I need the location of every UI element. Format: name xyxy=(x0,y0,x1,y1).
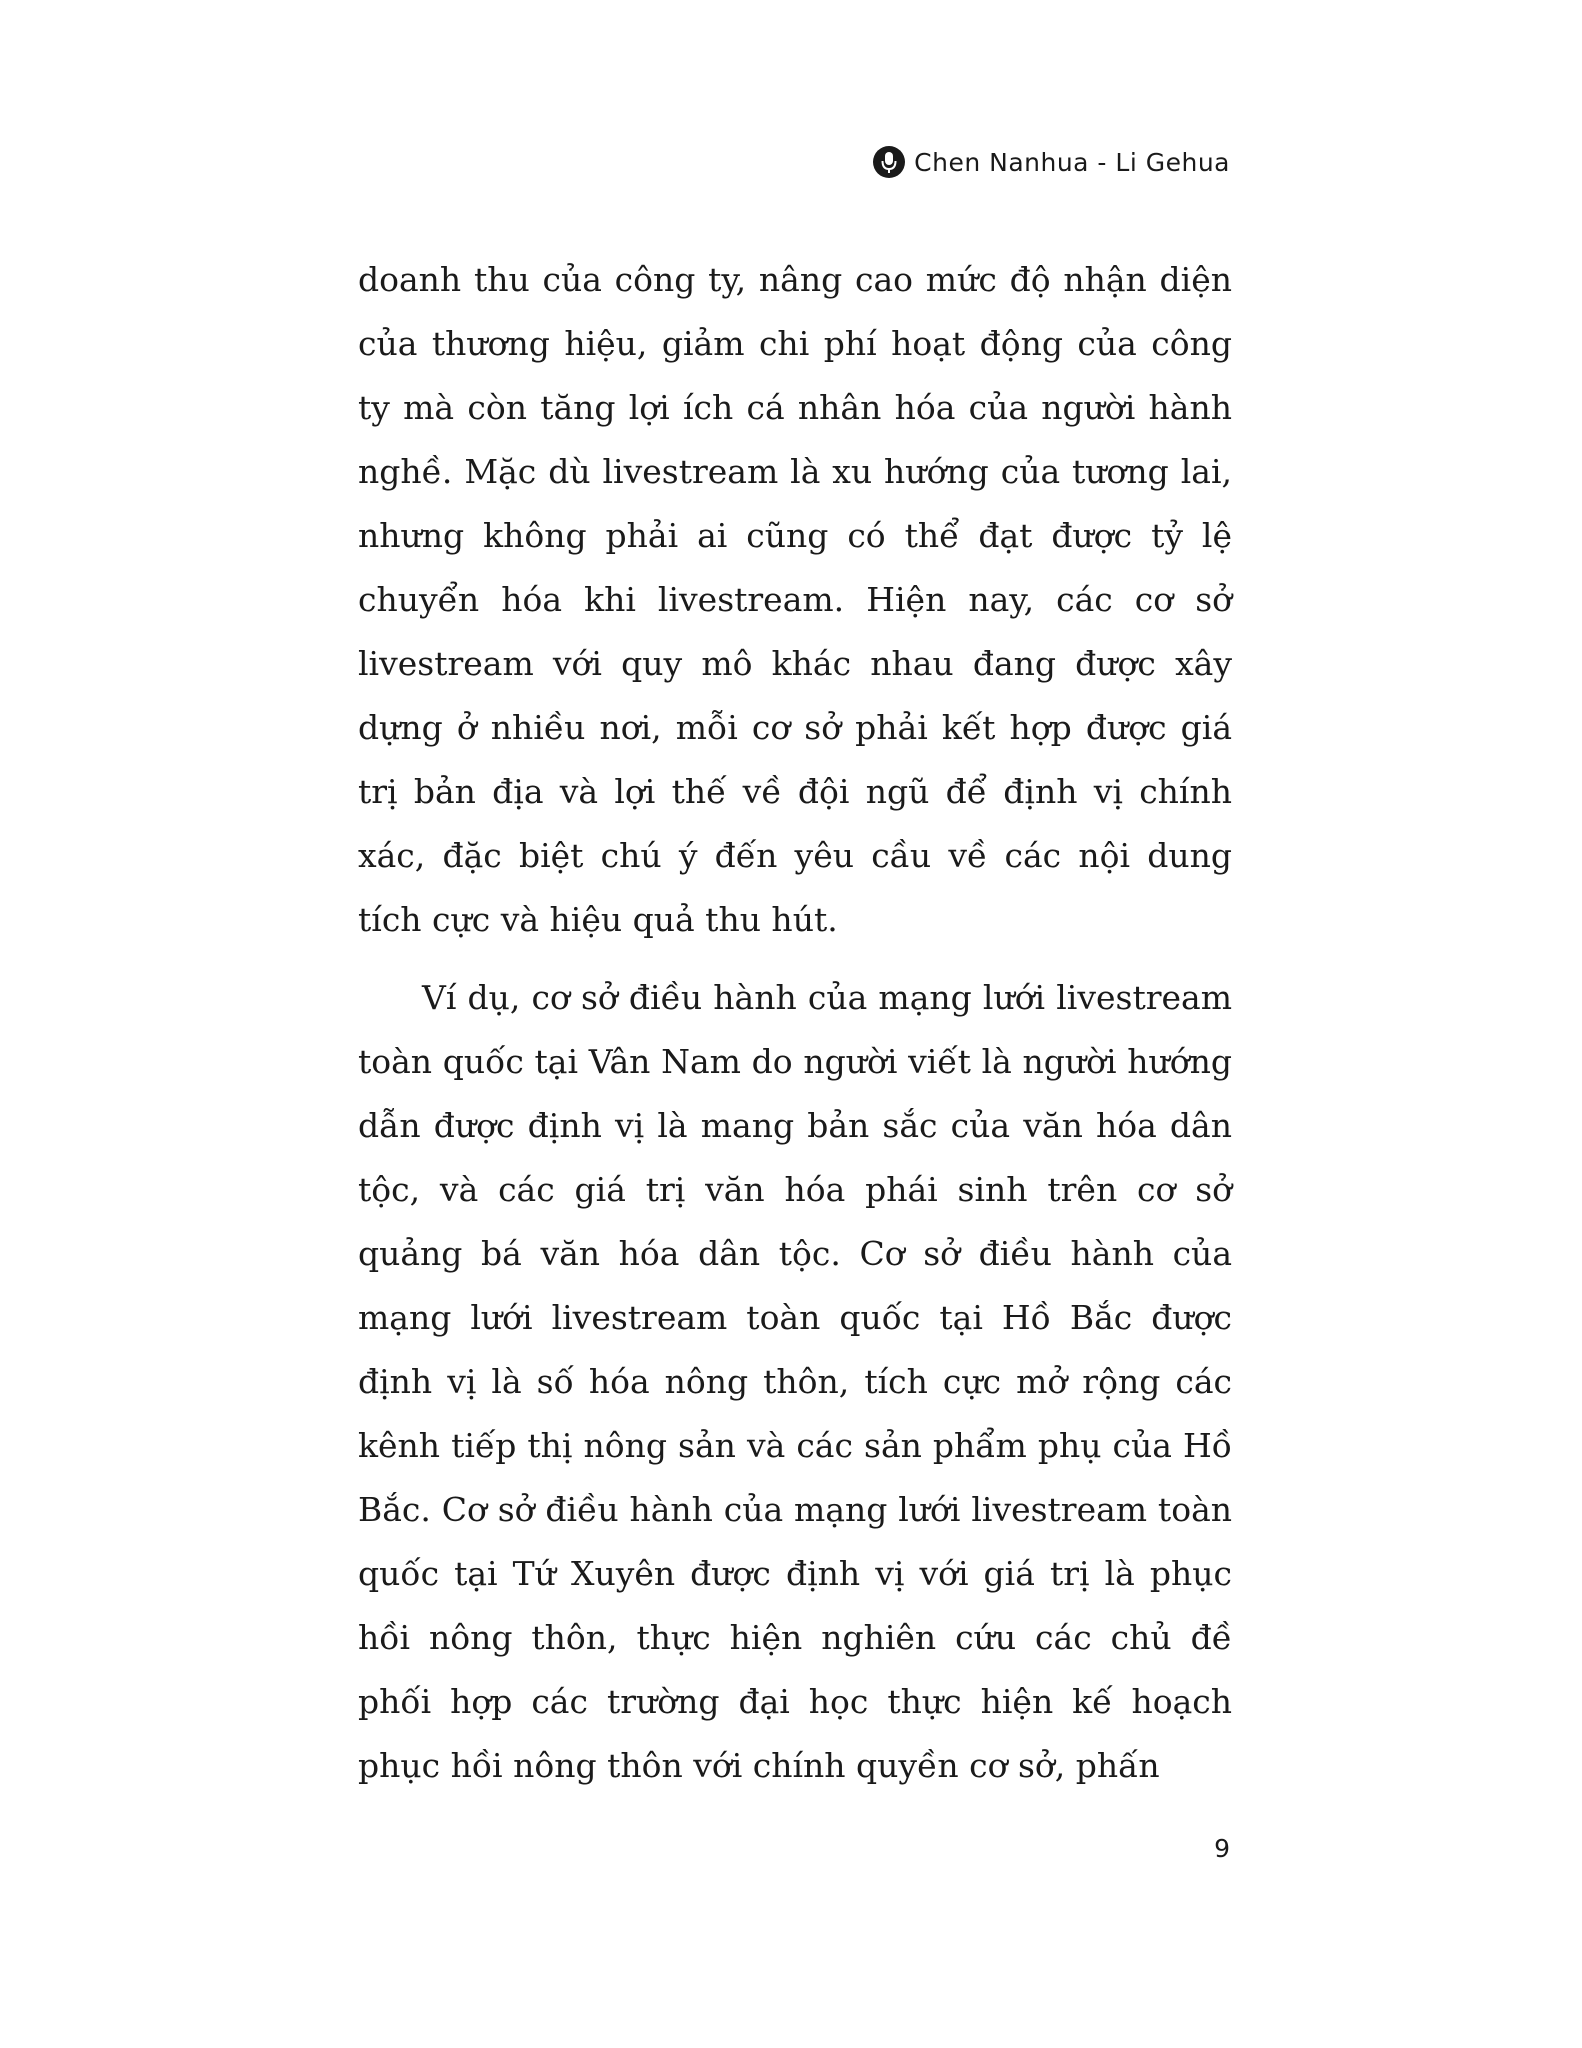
paragraph-1: doanh thu của công ty, nâng cao mức độ nhận diện của thương hiệu, giảm chi phí hoạt động của công ty mà còn tăng lợi ích cá nhân hóa của người hành nghề. Mặc dù livestream là xu hướng của tương lai, nhưng không phải ai cũng có thể đạt được tỷ lệ chuyển hóa khi livestream. Hiện nay, các cơ sở livestream với quy mô khác nhau đang được xây dựng ở nhiều nơi, mỗi cơ sở phải kết hợp được giá trị bản địa và lợi thế về đội ngũ để định vị chính xác, đặc biệt chú ý đến yêu cầu về các nội dung tích cực và hiệu quả thu hút. xyxy=(358,260,1232,939)
microphone-icon xyxy=(872,145,906,179)
body-text xyxy=(358,248,1232,1798)
running-header xyxy=(872,145,1230,179)
page-number: 9 xyxy=(1214,1834,1230,1863)
header-authors: Chen Nanhua - Li Gehua xyxy=(914,147,1230,177)
paragraph-2: Ví dụ, cơ sở điều hành của mạng lưới livestream toàn quốc tại Vân Nam do người viết là người hướng dẫn được định vị là mang bản sắc của văn hóa dân tộc, và các giá trị văn hóa phái sinh trên cơ sở quảng bá văn hóa dân tộc. Cơ sở điều hành của mạng lưới livestream toàn quốc tại Hồ Bắc được định vị là số hóa nông thôn, tích cực mở rộng các kênh tiếp thị nông sản và các sản phẩm phụ của Hồ Bắc. Cơ sở điều hành của mạng lưới livestream toàn quốc tại Tứ Xuyên được định vị với giá trị là phục hồi nông thôn, thực hiện nghiên cứu các chủ đề phối hợp các trường đại học thực hiện kế hoạch phục hồi nông thôn với chính quyền cơ sở, phấn xyxy=(358,978,1232,1785)
